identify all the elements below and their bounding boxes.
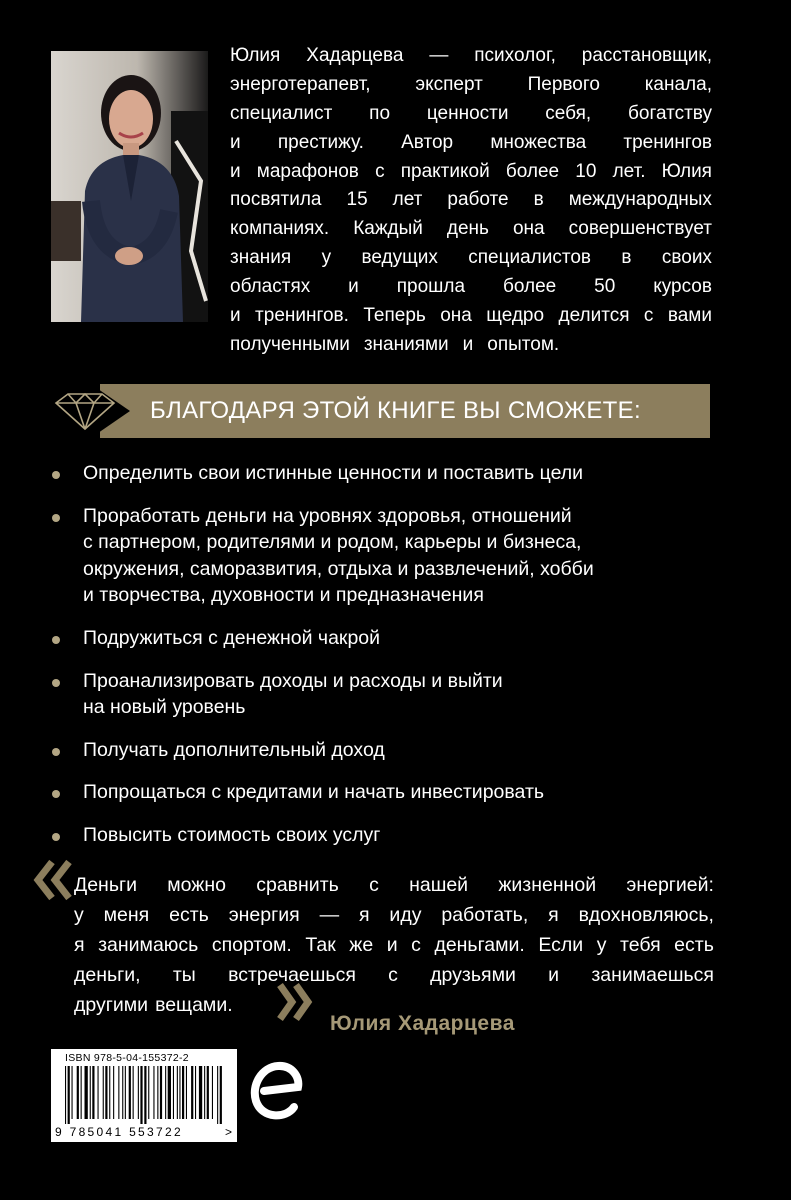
bio-word: энерготерапевт, <box>230 73 371 95</box>
bio-word: посвятила <box>230 189 322 211</box>
bio-word: вами <box>667 305 712 327</box>
quote-word: встречаешься <box>228 964 356 986</box>
author-portrait-image <box>51 51 208 322</box>
barcode-bar <box>138 1066 139 1119</box>
benefit-text <box>83 737 385 764</box>
quote-word: я <box>358 904 370 926</box>
bullet-icon <box>52 636 60 644</box>
benefit-line: и творчества, духовности и предназначения <box>83 584 484 607</box>
bio-line <box>230 100 712 129</box>
bio-word: международных <box>568 189 712 211</box>
benefits-list <box>48 460 748 865</box>
bio-line <box>230 186 712 215</box>
quote-word: с <box>411 934 421 956</box>
bio-word: день <box>446 218 489 240</box>
barcode-bar <box>153 1066 154 1119</box>
barcode-bar <box>179 1066 180 1119</box>
benefit-item <box>48 737 748 764</box>
bio-word: с <box>375 160 385 182</box>
quote-word: и <box>386 934 398 956</box>
barcode-bar <box>92 1066 94 1119</box>
barcode-bar <box>81 1066 82 1119</box>
quote-word: Деньги <box>74 874 137 896</box>
bio-word: полученными <box>230 333 350 355</box>
barcode-bar <box>207 1066 209 1119</box>
bio-word: лет. <box>612 160 646 182</box>
bio-word: Юлия <box>661 160 712 182</box>
bio-line <box>230 215 712 244</box>
bio-word: психолог, <box>474 45 556 66</box>
quote-word: есть <box>674 934 714 956</box>
quote-word: я <box>548 904 559 926</box>
close-quote-icon <box>276 982 316 1022</box>
barcode-bar <box>98 1066 99 1119</box>
benefit-line: Получать дополнительный доход <box>83 738 385 761</box>
quote-word: у <box>74 904 84 926</box>
bio-word: опытом. <box>487 333 560 355</box>
barcode-bar <box>182 1066 184 1119</box>
barcode-bar <box>133 1066 134 1119</box>
benefit-item <box>48 625 748 652</box>
bio-word: курсов <box>653 276 712 298</box>
quote-word: иду <box>389 904 422 926</box>
bio-word: областях <box>230 276 311 298</box>
bio-word: совершенствует <box>568 218 712 240</box>
benefit-line: Попрощаться с кредитами и начать инвестировать <box>83 781 545 804</box>
barcode-bar <box>105 1066 107 1119</box>
quote-word: нашей <box>409 874 469 896</box>
barcode-bar <box>165 1066 166 1119</box>
benefit-text <box>83 668 503 721</box>
barcode-bar <box>148 1066 149 1119</box>
bio-word: щедро <box>486 305 545 327</box>
benefit-line: Повысить стоимость своих услуг <box>83 823 381 846</box>
author-photo <box>51 51 208 322</box>
benefit-item <box>48 460 748 487</box>
quote-word: вдохновляюсь, <box>578 904 714 926</box>
bio-word: своих <box>661 247 712 269</box>
bio-line <box>230 42 712 71</box>
benefit-item <box>48 822 748 849</box>
benefit-line: Проработать деньги на уровнях здоровья, отношений <box>83 504 572 527</box>
barcode-bar <box>109 1066 110 1119</box>
quote-word: и <box>548 964 560 986</box>
bio-word: она <box>440 305 472 327</box>
barcode-bar <box>157 1066 158 1119</box>
bio-word: и <box>230 131 241 153</box>
benefit-text <box>83 779 544 806</box>
benefit-item <box>48 779 748 806</box>
barcode-bar <box>168 1066 171 1119</box>
bio-word: в <box>621 247 632 269</box>
benefits-banner <box>40 384 710 438</box>
bio-line <box>230 273 712 302</box>
barcode-bar <box>65 1066 66 1124</box>
bio-word: в <box>533 189 544 211</box>
bio-word: более <box>502 276 557 298</box>
quote-word: энергия <box>228 904 300 926</box>
quote-word: Так <box>305 934 336 956</box>
barcode-digits: 9 785041 553722 <box>55 1125 183 1139</box>
barcode-bar <box>186 1066 187 1119</box>
benefit-text <box>83 460 583 487</box>
barcode-bar <box>177 1066 178 1119</box>
bio-word: канала, <box>644 73 712 95</box>
author-bio <box>230 42 712 360</box>
barcode-bar <box>212 1066 213 1119</box>
quote-word: вещами. <box>155 994 233 1016</box>
bio-line <box>230 244 712 273</box>
benefit-line: окружения, саморазвития, отдыха и развлечений, хобби <box>83 557 594 580</box>
publisher-logo-icon <box>248 1055 306 1123</box>
quote-word: жизненной <box>498 874 597 896</box>
bio-word: специалист <box>230 102 333 124</box>
quote-line <box>74 900 714 930</box>
bio-word: ведущих <box>361 247 438 269</box>
bullet-icon <box>52 471 60 479</box>
barcode-bar <box>173 1066 174 1119</box>
isbn-label: ISBN 978-5-04-155372-2 <box>65 1052 189 1064</box>
barcode-bar <box>118 1066 119 1119</box>
bio-word: себя, <box>545 102 592 124</box>
bio-word: эксперт <box>415 73 483 95</box>
bio-word: богатству <box>628 102 712 124</box>
bio-word: и <box>230 305 241 327</box>
quote-word: деньгами. <box>434 934 525 956</box>
barcode-bar <box>144 1066 146 1124</box>
bio-word: тренингов. <box>255 305 349 327</box>
quote-word: меня <box>103 904 150 926</box>
bullet-icon <box>52 514 60 522</box>
benefit-text <box>83 822 380 849</box>
quote-word: с <box>369 874 379 896</box>
bio-word: Каждый <box>353 218 423 240</box>
quote-word: у <box>596 934 607 956</box>
barcode-bar <box>122 1066 123 1119</box>
isbn-barcode <box>51 1049 237 1142</box>
bio-word: компаниях. <box>230 218 330 240</box>
bio-word: лет <box>392 189 423 211</box>
barcode-bar <box>103 1066 104 1119</box>
quote-author: Юлия Хадарцева <box>330 1012 515 1035</box>
benefit-text <box>83 625 380 652</box>
bio-word: Автор <box>401 131 454 153</box>
bio-word: престижу. <box>277 131 364 153</box>
barcode-bar <box>217 1066 218 1124</box>
barcode-bar <box>140 1066 142 1124</box>
quote-word: я <box>74 934 85 956</box>
barcode-bar <box>68 1066 70 1124</box>
barcode-arrow: > <box>224 1125 232 1139</box>
bio-word: специалистов <box>468 247 591 269</box>
barcode-bar <box>77 1066 79 1119</box>
bullet-icon <box>52 790 60 798</box>
bio-word: тренингов <box>623 131 712 153</box>
bio-word: множества <box>490 131 587 153</box>
quote-word: ты <box>172 964 196 986</box>
quote-word: деньги, <box>74 964 141 986</box>
bullet-icon <box>52 679 60 687</box>
bio-line <box>230 158 712 187</box>
benefit-item <box>48 668 748 721</box>
benefit-line: Подружиться с денежной чакрой <box>83 626 381 649</box>
quote-word: энергией: <box>626 874 714 896</box>
barcode-bar <box>125 1066 126 1119</box>
benefit-text <box>83 503 594 609</box>
bio-word: и <box>230 160 241 182</box>
bio-word: и <box>348 276 359 298</box>
bio-word: Юлия <box>230 45 281 66</box>
benefit-line: Проанализировать доходы и расходы и выйти <box>83 669 503 692</box>
benefit-line: Определить свои истинные ценности и поставить цели <box>83 462 584 484</box>
bio-word: 10 <box>575 160 597 182</box>
barcode-bar <box>72 1066 73 1119</box>
barcode-bar <box>90 1066 91 1119</box>
banner-title: БЛАГОДАРЯ ЭТОЙ КНИГЕ ВЫ СМОЖЕТЕ: <box>150 397 641 424</box>
bio-word: Теперь <box>363 305 426 327</box>
bio-word: марафонов <box>256 160 359 182</box>
quote-word: есть <box>169 904 209 926</box>
bio-word: 50 <box>594 276 616 298</box>
quote-word: сравнить <box>256 874 339 896</box>
quote-line <box>74 870 714 900</box>
quote-word: — <box>319 904 340 926</box>
bio-word: у <box>321 247 332 269</box>
benefit-line: на новый уровень <box>83 696 246 719</box>
bullet-icon <box>52 748 60 756</box>
quote-word: занимаюсь <box>98 934 199 956</box>
bio-word: она <box>512 218 545 240</box>
quote-text <box>74 870 714 1020</box>
barcode-bars <box>63 1066 225 1124</box>
barcode-bar <box>129 1066 131 1119</box>
bio-word: знания <box>230 247 292 269</box>
bio-word: знаниями <box>363 333 449 355</box>
open-quote-icon <box>33 858 73 903</box>
bio-word: и <box>462 333 474 355</box>
quote-word: можно <box>167 874 226 896</box>
barcode-bar <box>195 1066 196 1119</box>
quote-word: работать, <box>441 904 529 926</box>
barcode-bar <box>220 1066 222 1124</box>
barcode-bar <box>204 1066 205 1119</box>
quote-word: друзьями <box>430 964 516 986</box>
bio-word: ценности <box>426 102 509 124</box>
bio-word: практикой <box>400 160 490 182</box>
quote-word: с <box>388 964 398 986</box>
bio-word: расстановщик, <box>581 45 712 66</box>
bio-line <box>230 331 712 360</box>
quote-word: другими <box>74 994 149 1016</box>
bio-word: — <box>429 45 449 66</box>
bullet-icon <box>52 833 60 841</box>
quote-word: Если <box>538 934 584 956</box>
bio-word: работе <box>447 189 509 211</box>
bio-line <box>230 302 712 331</box>
diamond-icon <box>40 382 130 440</box>
bio-word: по <box>369 102 391 124</box>
bio-word: более <box>505 160 560 182</box>
quote-line <box>74 930 714 960</box>
quote-word: спортом. <box>211 934 292 956</box>
benefit-item <box>48 503 748 609</box>
bio-word: Хадарцева <box>306 45 404 66</box>
bio-word: делится <box>558 305 630 327</box>
bio-word: с <box>643 305 654 327</box>
quote-word: занимаешься <box>591 964 714 986</box>
quote-word: же <box>349 934 374 956</box>
bio-word: Первого <box>527 73 600 95</box>
barcode-bar <box>113 1066 114 1119</box>
quote-line <box>74 960 714 990</box>
barcode-bar <box>191 1066 193 1119</box>
bio-word: прошла <box>396 276 466 298</box>
benefit-line: с партнером, родителями и родом, карьеры и бизнеса, <box>83 531 582 554</box>
barcode-bar <box>160 1066 162 1119</box>
barcode-bar <box>85 1066 88 1119</box>
bio-word: 15 <box>346 189 368 211</box>
bio-line <box>230 129 712 158</box>
quote-word: тебя <box>620 934 661 956</box>
bio-line <box>230 71 712 100</box>
barcode-bar <box>199 1066 202 1119</box>
